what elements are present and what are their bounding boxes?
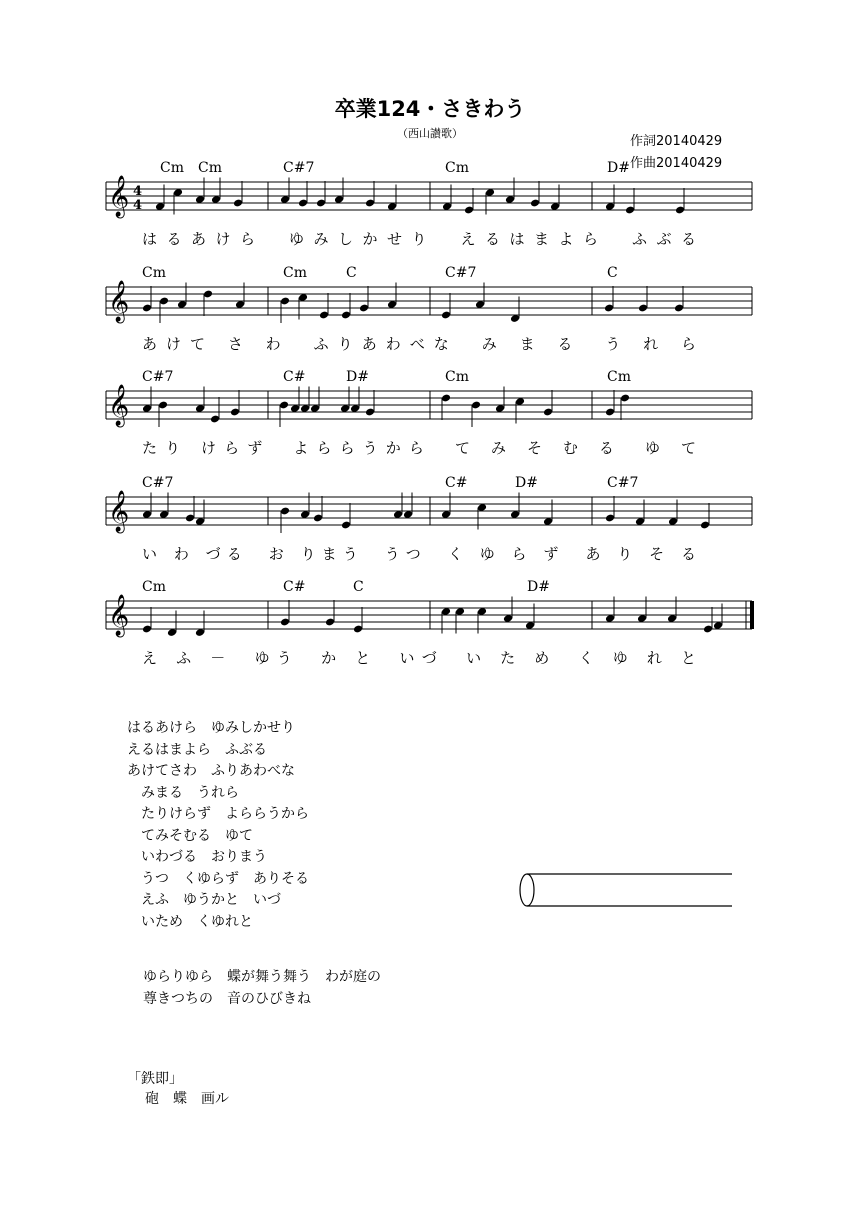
staff-lyric: たり けらず よららうから て み そ む る ゆ て bbox=[142, 439, 702, 457]
chord-symbol: Cm bbox=[198, 160, 222, 176]
lyrics-credit: 作詞20140429 bbox=[630, 134, 723, 149]
chord-symbol: C#7 bbox=[445, 265, 477, 281]
chord-symbol: C# bbox=[445, 475, 468, 491]
lyric-line: たりけらず よららうから bbox=[127, 806, 309, 822]
lyric-line: みまる うれら bbox=[127, 784, 239, 801]
lyric-line: はるあけら ゆみしかせり bbox=[127, 720, 295, 736]
treble-clef-icon: 𝄞 bbox=[108, 281, 130, 322]
lyric-line: てみそむる ゆて bbox=[127, 827, 253, 844]
staff-lyric: あけて さ わ ふりあわべな み ま る う れ ら bbox=[142, 335, 702, 353]
subtitle: （西山讃歌） bbox=[397, 127, 463, 140]
lyrics-text-block bbox=[127, 718, 309, 933]
staff-lyric: はるあけら ゆみしかせり えるはまよら ふぶる bbox=[142, 230, 702, 248]
chord-symbol: C# bbox=[283, 579, 306, 595]
treble-clef-icon: 𝄞 bbox=[108, 491, 130, 532]
chord-symbol: Cm bbox=[160, 160, 184, 176]
chord-symbol: D# bbox=[607, 160, 630, 176]
chord-symbol: D# bbox=[515, 475, 538, 491]
staff-lyric: い わ づる お りまう うつ く ゆ ら ず あ り そ る bbox=[142, 545, 702, 563]
chord-symbol: Cm bbox=[445, 160, 469, 176]
extra-verse-line: ゆらりゆら 蝶が舞う舞う わが庭の bbox=[143, 969, 381, 985]
chord-symbol: C bbox=[607, 265, 618, 281]
note-bracket: 「鉄即」 bbox=[127, 1071, 183, 1087]
pipe-drawing bbox=[516, 872, 736, 912]
lyric-line: うつ くゆらず ありそる bbox=[127, 870, 309, 887]
lyric-line: いため くゆれと bbox=[127, 913, 253, 930]
time-signature-top: 4 bbox=[133, 184, 143, 199]
chord-symbol: Cm bbox=[283, 265, 307, 281]
lyric-line: えるはまよら ふぶる bbox=[127, 741, 267, 758]
lyric-line: あけてさわ ふりあわべな bbox=[127, 763, 295, 779]
note-text: 砲 蝶 画ル bbox=[145, 1091, 229, 1107]
chord-symbol: C#7 bbox=[607, 475, 639, 491]
chord-symbol: Cm bbox=[607, 369, 631, 385]
music-credit: 作曲20140429 bbox=[630, 156, 723, 171]
staff-lyric: え ふ － ゆう か と いづ い た め く ゆ れ と bbox=[142, 649, 702, 667]
chord-symbol: Cm bbox=[445, 369, 469, 385]
chord-symbol: C#7 bbox=[142, 369, 174, 385]
chord-symbol: Cm bbox=[142, 579, 166, 595]
time-signature-bottom: 4 bbox=[133, 198, 143, 213]
chord-symbol: C bbox=[353, 579, 364, 595]
chord-symbol: C#7 bbox=[283, 160, 315, 176]
treble-clef-icon: 𝄞 bbox=[108, 595, 130, 636]
chord-symbol: D# bbox=[527, 579, 550, 595]
page-title: 卒業124・さきわう bbox=[334, 97, 526, 121]
lyric-line: えふ ゆうかと いづ bbox=[127, 892, 281, 908]
chord-symbol: Cm bbox=[142, 265, 166, 281]
lyric-line: いわづる おりまう bbox=[127, 849, 267, 865]
extra-verse-line: 尊きつちの 音のひびきね bbox=[143, 991, 311, 1007]
treble-clef-icon: 𝄞 bbox=[108, 385, 130, 426]
treble-clef-icon: 𝄞 bbox=[108, 176, 130, 217]
chord-symbol: C# bbox=[283, 369, 306, 385]
chord-symbol: D# bbox=[346, 369, 369, 385]
chord-symbol: C bbox=[346, 265, 357, 281]
chord-symbol: C#7 bbox=[142, 475, 174, 491]
